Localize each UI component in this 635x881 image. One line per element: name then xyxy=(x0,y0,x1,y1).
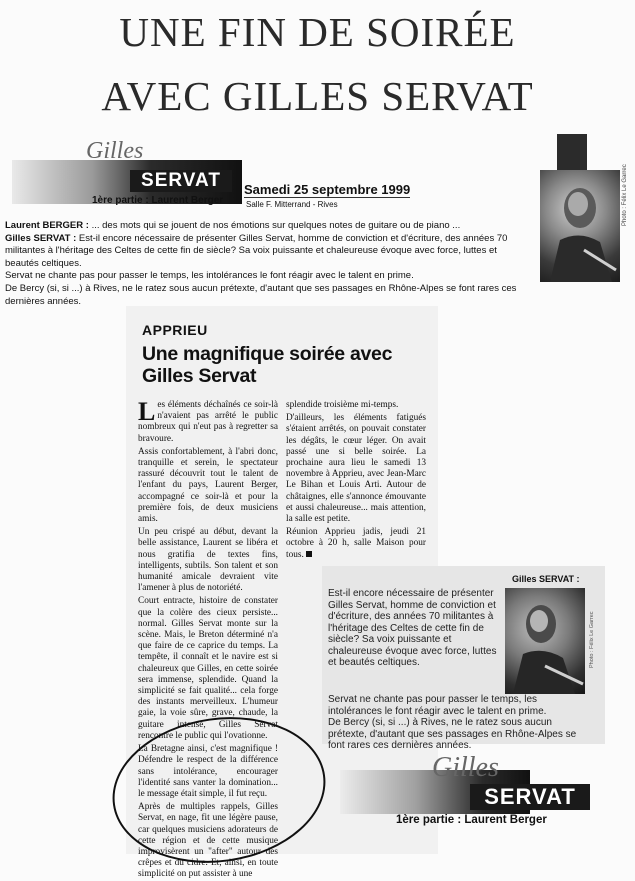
top-poster xyxy=(12,134,528,214)
quote-photo-credit: Photo : Félix Le Garrec xyxy=(589,611,595,668)
intro-paragraph-1 xyxy=(5,220,533,233)
intro-paragraph-3: Servat ne chante pas pour passer le temps, les intolérances le font réagir avec le talent en prime. xyxy=(5,270,414,282)
article-column-2 xyxy=(286,400,426,563)
poster-servat-title: SERVAT xyxy=(130,170,232,192)
headline-line-1: UNE FIN DE SOIRÉE xyxy=(119,9,516,55)
article-col2-text: Réunion Apprieu jadis, jeudi 21 octobre à 20 h, salle Maison pour tous. xyxy=(286,527,426,560)
quote-box-photo xyxy=(505,588,585,694)
article-col1-paragraph: Court entracte, histoire de constater que la colère des cieux persiste... normal. Gilles Servat monte sur la scène. Mais, le Breton déterminé n'a que faire de ce caprice du temps. La tempête, il connaît et le navire est si chaleureux que Gilles, en cette soirée sera immense, splendide. Quand la simplicité se fait qualité... cela forge des instants merveilleux. L'humeur gaie, la voie sûre, grave, chaude, la guitare intense, Gilles Servat rencontre le public qui l'ovationne. xyxy=(138,596,278,741)
quote-paragraph-3: De Bercy (si, si ...) à Rives, ne le ratez sous aucun prétexte, d'autant que ses passages en Rhône-Alpes se font rares ces dernières années. xyxy=(328,717,577,751)
gilles-servat-photo xyxy=(540,170,620,282)
guitar-player-image xyxy=(540,170,620,282)
quote-paragraph-1: Est-il encore nécessaire de présenter Gilles Servat, homme de conviction et d'écriture, des années 70 militantes à l'héritage des Celtes de cette fin de siècle? Sa voix puissante et chaleureuse évoque avec force, luttes et beautés celtiques. xyxy=(328,588,497,668)
quote-box-name: Gilles SERVAT : xyxy=(512,574,580,584)
poster-subtitle: 1ère partie : Laurent Berger xyxy=(92,195,224,206)
article-title: Une magnifique soirée avec Gilles Servat xyxy=(142,343,393,387)
intro-paragraph-2 xyxy=(5,233,533,271)
intro-speaker-servat: Gilles SERVAT : xyxy=(5,232,77,244)
article-col2-paragraph xyxy=(286,527,426,561)
quote-box-continued xyxy=(328,694,590,752)
article-kicker: APPRIEU xyxy=(142,322,208,338)
intro-speaker-berger: Laurent BERGER : xyxy=(5,220,89,231)
article-col1-paragraph: La Bretagne ainsi, c'est magnifique ! Défendre le respect de la différence sans intolérance, encourager l'identité sans vanter la domination... le message était simple, il fut reçu. xyxy=(138,744,278,799)
poster-venue: Salle F. Mitterrand - Rives xyxy=(246,200,338,209)
headline-line-2: AVEC GILLES SERVAT xyxy=(101,73,534,119)
article-col1-paragraph: Après de multiples rappels, Gilles Servat, en nage, fit une légère pause, car quelques musiciens adorateurs de cette région et de cette musique improvisèrent un "after" autour des crêpes et du cidre. Et, ainsi, en toute simplicité on put assister à une xyxy=(138,802,278,880)
end-of-article-mark xyxy=(306,551,312,557)
article-col1-text: es éléments déchaînés ce soir-là n'avaient pas arrêté le public nombreux qui n'eut pas à regretter sa bravoure. xyxy=(138,400,278,444)
intro-paragraph-4: De Bercy (si, si ...) à Rives, ne le ratez sous aucun prétexte, d'autant que ses passages en Rhône-Alpes se font rares ces dernières années. xyxy=(5,282,517,307)
article-col1-paragraph: Un peu crispé au début, devant la belle assistance, Laurent se libéra et nous gratifia de textes fins, intelligents, subtils. Son talent et son humanité amicale devraient vite l'amener à plus de notoriété. xyxy=(138,527,278,594)
intro-text-block xyxy=(5,220,533,308)
bottom-poster xyxy=(320,752,610,840)
intro-text-1: ... des mots qui se jouent de nos émotions sur quelques notes de guitare ou de piano ... xyxy=(88,220,461,231)
bottom-poster-script-name: Gilles xyxy=(432,752,499,783)
article-col2-paragraph: D'ailleurs, les éléments fatigués s'étaient arrêtés, on pouvait constater les dégâts, le cœur léger. On avait passé une si belle soirée. La prochaine aura lieu le samedi 13 novembre à Apprieu, avec Jean-Marc Le Bihan et Louis Arti. Autour de châtaignes, elle s'annonce émouvante et aussi chaleureuse... mais attention, la salle est petite. xyxy=(286,413,426,525)
photo-accent-bar xyxy=(557,134,587,174)
bottom-poster-subtitle: 1ère partie : Laurent Berger xyxy=(396,814,547,826)
article-col1-paragraph xyxy=(138,397,278,445)
quote-box-text xyxy=(328,588,498,669)
poster-date: Samedi 25 septembre 1999 xyxy=(244,182,411,197)
intro-text-2: Est-il encore nécessaire de présenter Gilles Servat, homme de conviction et d'écriture, des années 70 militantes à l'héritage des Celtes de cette fin de siècle? Sa voix puissante et chaleureuse évoque avec force, luttes et beautés celtiques. xyxy=(5,232,508,269)
bottom-poster-servat-title: SERVAT xyxy=(470,784,590,810)
article-col2-paragraph: splendide troisième mi-temps. xyxy=(286,400,399,410)
photo-credit-top: Photo : Félix Le Garrec xyxy=(622,164,628,226)
quote-paragraph-2: Servat ne chante pas pour passer le temps, les intolérances le font réagir avec le talent en prime. xyxy=(328,694,547,717)
article-dropcap: L xyxy=(138,397,156,426)
poster-script-name: Gilles xyxy=(86,138,144,164)
article-col1-paragraph: Assis confortablement, à l'abri donc, tranquille et serein, le spectateur rassuré découvrit tout le talent de l'enfant du pays, Laurent Berger, accompagné ce soir-là et pour la première fois, de deux musiciens amis. xyxy=(138,446,278,525)
singer-image xyxy=(505,588,585,694)
